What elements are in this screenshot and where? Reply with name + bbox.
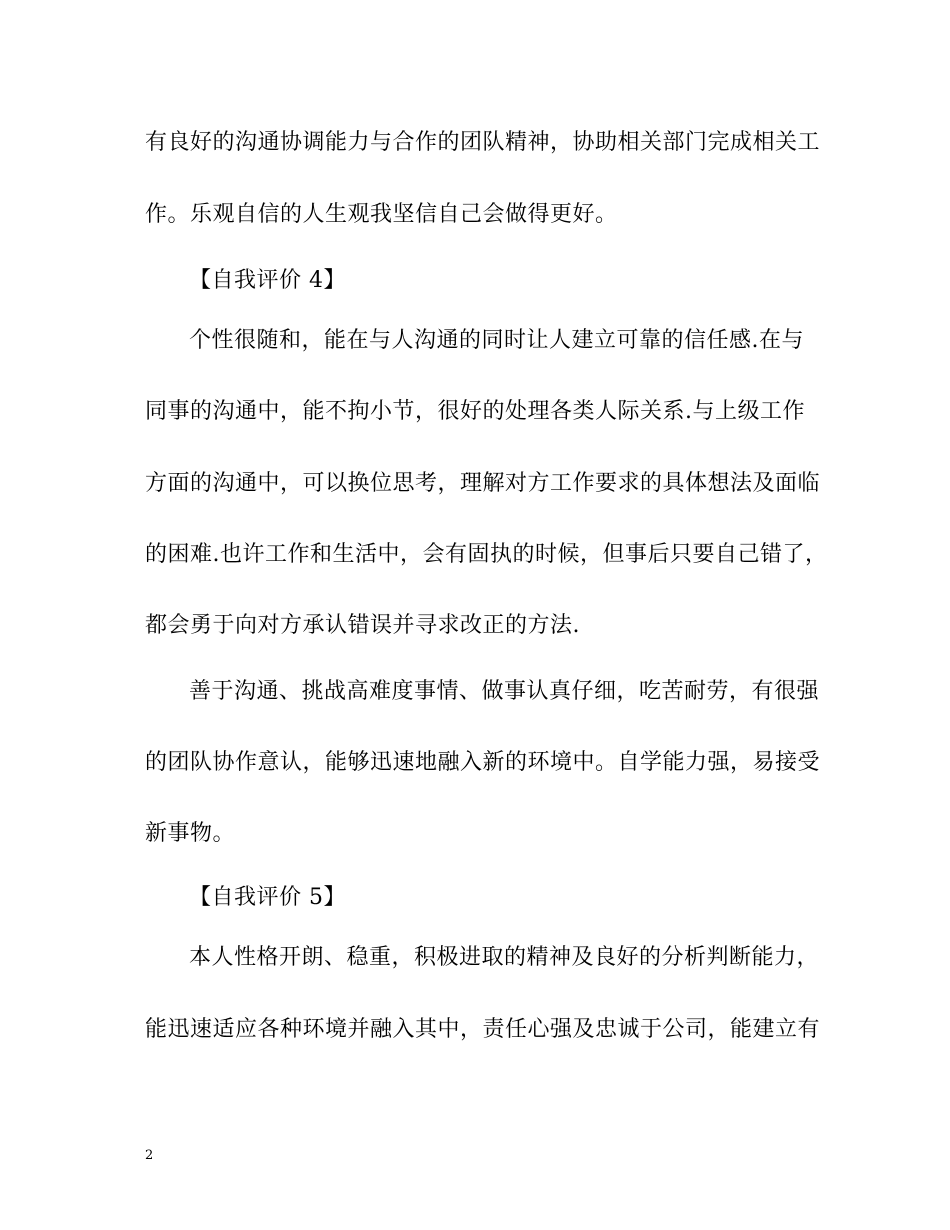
text-line: 有良好的沟通协调能力与合作的团队精神，协助相关部门完成相关工 [145,130,821,155]
section-heading: 【自我评价 4】 [189,268,346,293]
text-line: 方面的沟通中，可以换位思考，理解对方工作要求的具体想法及面临 [145,471,821,496]
text-line: 同事的沟通中，能不拘小节，很好的处理各类人际关系.与上级工作 [145,399,805,424]
text-line: 都会勇于向对方承认错误并寻求改正的方法. [145,613,580,638]
section-heading: 【自我评价 5】 [189,885,346,910]
page-number: 2 [145,1148,154,1163]
text-line: 善于沟通、挑战高难度事情、做事认真仔细，吃苦耐劳，有很强 [189,679,820,704]
text-line: 能迅速适应各种环境并融入其中，责任心强及忠诚于公司，能建立有 [145,1017,821,1042]
text-line: 的团队协作意认，能够迅速地融入新的环境中。自学能力强，易接受 [145,750,821,775]
text-line: 的困难.也许工作和生活中，会有固执的时候，但事后只要自己错了， [145,542,828,567]
text-line: 作。乐观自信的人生观我坚信自己会做得更好。 [145,202,618,227]
text-line: 个性很随和，能在与人沟通的同时让人建立可靠的信任感.在与 [189,328,804,353]
text-line: 本人性格开朗、稳重，积极进取的精神及良好的分析判断能力， [189,945,820,970]
text-line: 新事物。 [145,821,236,846]
